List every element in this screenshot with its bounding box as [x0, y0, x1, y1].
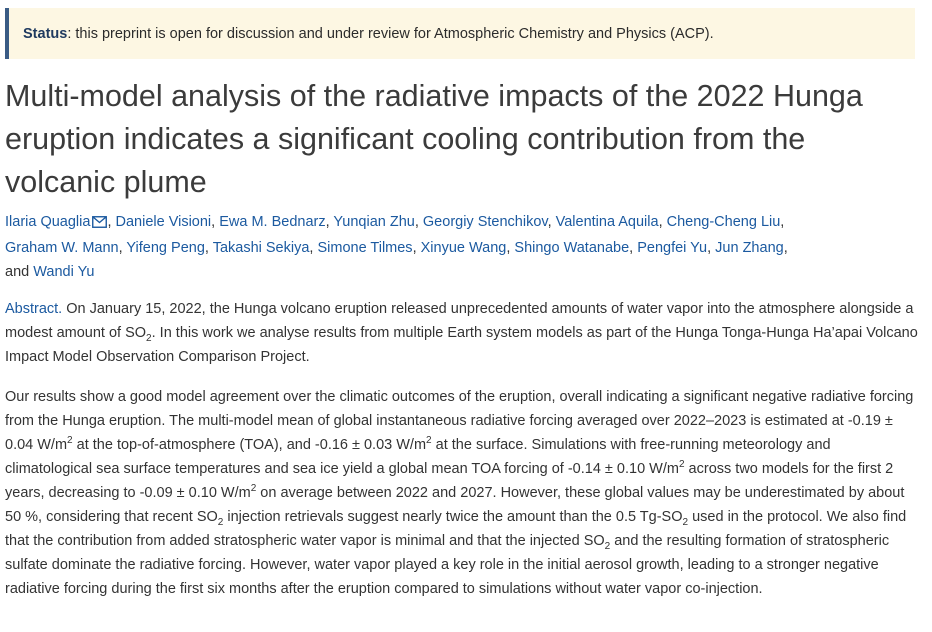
superscript: 2: [250, 483, 257, 495]
abstract-text: injection retrievals suggest nearly twice the amount than the 0.5 Tg-SO: [223, 509, 683, 525]
abstract-paragraph-2: [5, 385, 920, 601]
subscript: 2: [146, 332, 152, 344]
abstract-text: . In this work we analyse results from multiple Earth system models as part of the Hunga Tonga-Hunga Ha’apai Volcano Impact Model Observation Comparison Project.: [5, 325, 918, 365]
subscript: 2: [217, 516, 224, 528]
status-message: : this preprint is open for discussion and under review for Atmospheric Chemistry and Physics (ACP).: [67, 25, 714, 42]
abstract-text: at the surface. Simulations with free-running meteorology and climatological sea surface temperatures and sea ice yield a global mean TOA forcing of -0.14 ± 0.10 W/m: [5, 437, 831, 477]
abstract-text: On January 15, 2022, the Hunga volcano eruption released unprecedented amounts of water vapor into the atmosphere alongside a modest amount of SO: [5, 301, 914, 341]
superscript: 2: [678, 459, 685, 471]
author-link[interactable]: Ewa M. Bednarz: [219, 214, 326, 230]
author-link[interactable]: Ilaria Quaglia: [5, 214, 91, 230]
abstract-text: across two models for the first 2 years, decreasing to -0.09 ± 0.10 W/m: [5, 461, 894, 501]
abstract-label: Abstract.: [5, 301, 63, 317]
subscript: 2: [604, 540, 611, 552]
status-label: Status: [23, 25, 68, 42]
abstract-text: Our results show a good model agreement over the climatic outcomes of the eruption, overall indicating a significant negative radiative forcing from the Hunga eruption. The multi-model mean of global instantaneous radiative forcing averaged over 2022–2023 is estimated at -0.19 ± 0.04 W/m: [5, 389, 914, 453]
abstract-text: on average between 2022 and 2027. However, these global values may be underestimated by about 50 %, considering that recent SO: [5, 485, 905, 525]
abstract-paragraph-1: [5, 297, 920, 369]
author-link[interactable]: Valentina Aquila: [555, 214, 659, 230]
author-link[interactable]: Jun Zhang: [715, 240, 784, 256]
author-link[interactable]: Takashi Sekiya: [212, 240, 310, 256]
subscript: 2: [682, 516, 689, 528]
author-link[interactable]: Xinyue Wang: [420, 240, 507, 256]
author-link[interactable]: Daniele Visioni: [115, 214, 212, 230]
author-link[interactable]: Pengfei Yu: [637, 240, 708, 256]
author-link[interactable]: Wandi Yu: [33, 264, 95, 280]
author-link[interactable]: Yunqian Zhu: [333, 214, 415, 230]
superscript: 2: [426, 435, 432, 447]
author-link[interactable]: Shingo Watanabe: [514, 240, 630, 256]
authors-joiner: and: [5, 264, 30, 280]
author-link[interactable]: Cheng-Cheng Liu: [666, 214, 781, 230]
superscript: 2: [67, 435, 73, 447]
author-link[interactable]: Simone Tilmes: [317, 240, 413, 256]
paper-title: Multi-model analysis of the radiative impacts of the 2022 Hunga eruption indicates a significant cooling contribution from the volcanic plume: [5, 79, 863, 199]
abstract-text: used in the protocol. We also find that the contribution from added stratospheric water vapor is minimal and that the injected SO: [5, 509, 907, 549]
author-link[interactable]: Yifeng Peng: [126, 240, 205, 256]
abstract-text: at the top-of-atmosphere (TOA), and -0.16 ± 0.03 W/m: [72, 437, 427, 453]
status-text: [23, 26, 714, 42]
author-list: Ilaria Quaglia , Daniele Visioni, Ewa M. Bednarz, Yunqian Zhu, Georgiy Stenchikov, Valentina Aquila, Cheng-Cheng Liu, Graham W. Mann, Yifeng Peng, Takashi Sekiya, Simone Tilmes, Xinyue Wang, Shingo Watanabe, Pengfei Yu, Jun Zhang, and Wandi Yu: [5, 214, 788, 280]
status-banner: [5, 8, 915, 59]
mail-icon[interactable]: [92, 212, 107, 236]
author-link[interactable]: Georgiy Stenchikov: [422, 214, 548, 230]
author-link[interactable]: Graham W. Mann: [5, 240, 119, 256]
abstract-text: and the resulting formation of stratospheric sulfate dominate the radiative forcing. However, water vapor played a key role in the initial aerosol growth, leading to a stronger negative radiative forcing during the first six months after the eruption compared to simulations without water vapor co-injection.: [5, 533, 890, 597]
